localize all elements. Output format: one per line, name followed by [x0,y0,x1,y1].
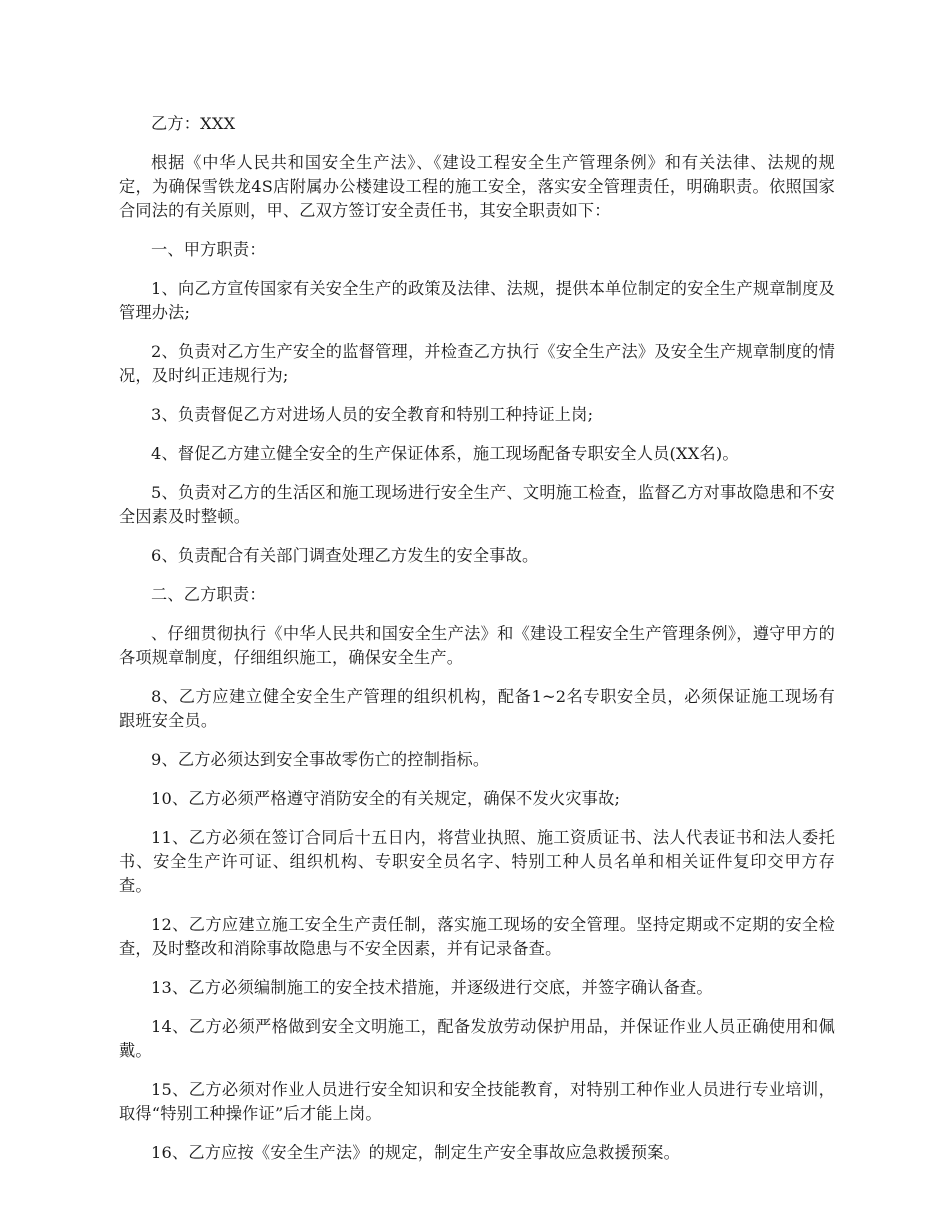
party-b-clause-9: 9、乙方必须达到安全事故零伤亡的控制指标。 [151,750,490,769]
party-b-clause-8: 8、乙方应建立健全安全生产管理的组织机构，配备1~2名专职安全员，必须保证施工现场有跟班安全员。 [119,687,835,730]
intro-paragraph: 根据《中华人民共和国安全生产法》、《建设工程安全生产管理条例》和有关法律、法规的规定，为确保雪铁龙4S店附属办公楼建设工程的施工安全，落实安全管理责任，明确职责。依照国家合同法的有关原则，甲、乙双方签订安全责任书，其安全职责如下： [119,153,835,220]
party-b-line: 乙方：XXX [151,114,236,133]
party-b-clause-12: 12、乙方应建立施工安全生产责任制，落实施工现场的安全管理。坚持定期或不定期的安全检查，及时整改和消除事故隐患与不安全因素，并有记录备查。 [119,915,835,958]
section-heading-party-a: 一、甲方职责： [151,240,266,259]
party-a-clause-4: 4、督促乙方建立健全安全的生产保证体系，施工现场配备专职安全人员(XX名)。 [151,444,739,463]
party-b-clause-7: 、仔细贯彻执行《中华人民共和国安全生产法》和《建设工程安全生产管理条例》，遵守甲方的各项规章制度，仔细组织施工，确保安全生产。 [119,624,835,667]
party-b-clause-16: 16、乙方应按《安全生产法》的规定，制定生产安全事故应急救援预案。 [151,1143,681,1162]
section-heading-party-b: 二、乙方职责： [151,585,266,604]
party-b-clause-11: 11、乙方必须在签订合同后十五日内，将营业执照、施工资质证书、法人代表证书和法人委托书、安全生产许可证、组织机构、专职安全员名字、特别工种人员名单和相关证件复印交甲方存查。 [119,828,835,895]
party-a-clause-3: 3、负责督促乙方对进场人员的安全教育和特别工种持证上岗; [151,405,594,424]
document-body [119,112,835,1180]
party-b-clause-15: 15、乙方必须对作业人员进行安全知识和安全技能教育，对特别工种作业人员进行专业培训，取得“特别工种操作证”后才能上岗。 [119,1080,835,1123]
party-b-clause-10: 10、乙方必须严格遵守消防安全的有关规定，确保不发火灾事故; [151,789,621,808]
party-a-clause-5: 5、负责对乙方的生活区和施工现场进行安全生产、文明施工检查，监督乙方对事故隐患和不安全因素及时整顿。 [119,483,835,526]
party-a-clause-1: 1、向乙方宣传国家有关安全生产的政策及法律、法规，提供本单位制定的安全生产规章制度及管理办法; [119,279,835,322]
party-b-clause-13: 13、乙方必须编制施工的安全技术措施，并逐级进行交底，并签字确认备查。 [151,978,713,997]
party-a-clause-6: 6、负责配合有关部门调查处理乙方发生的安全事故。 [151,546,539,565]
party-b-clause-14: 14、乙方必须严格做到安全文明施工，配备发放劳动保护用品，并保证作业人员正确使用和佩戴。 [119,1017,835,1060]
party-a-clause-2: 2、负责对乙方生产安全的监督管理，并检查乙方执行《安全生产法》及安全生产规章制度的情况，及时纠正违规行为; [119,342,835,385]
